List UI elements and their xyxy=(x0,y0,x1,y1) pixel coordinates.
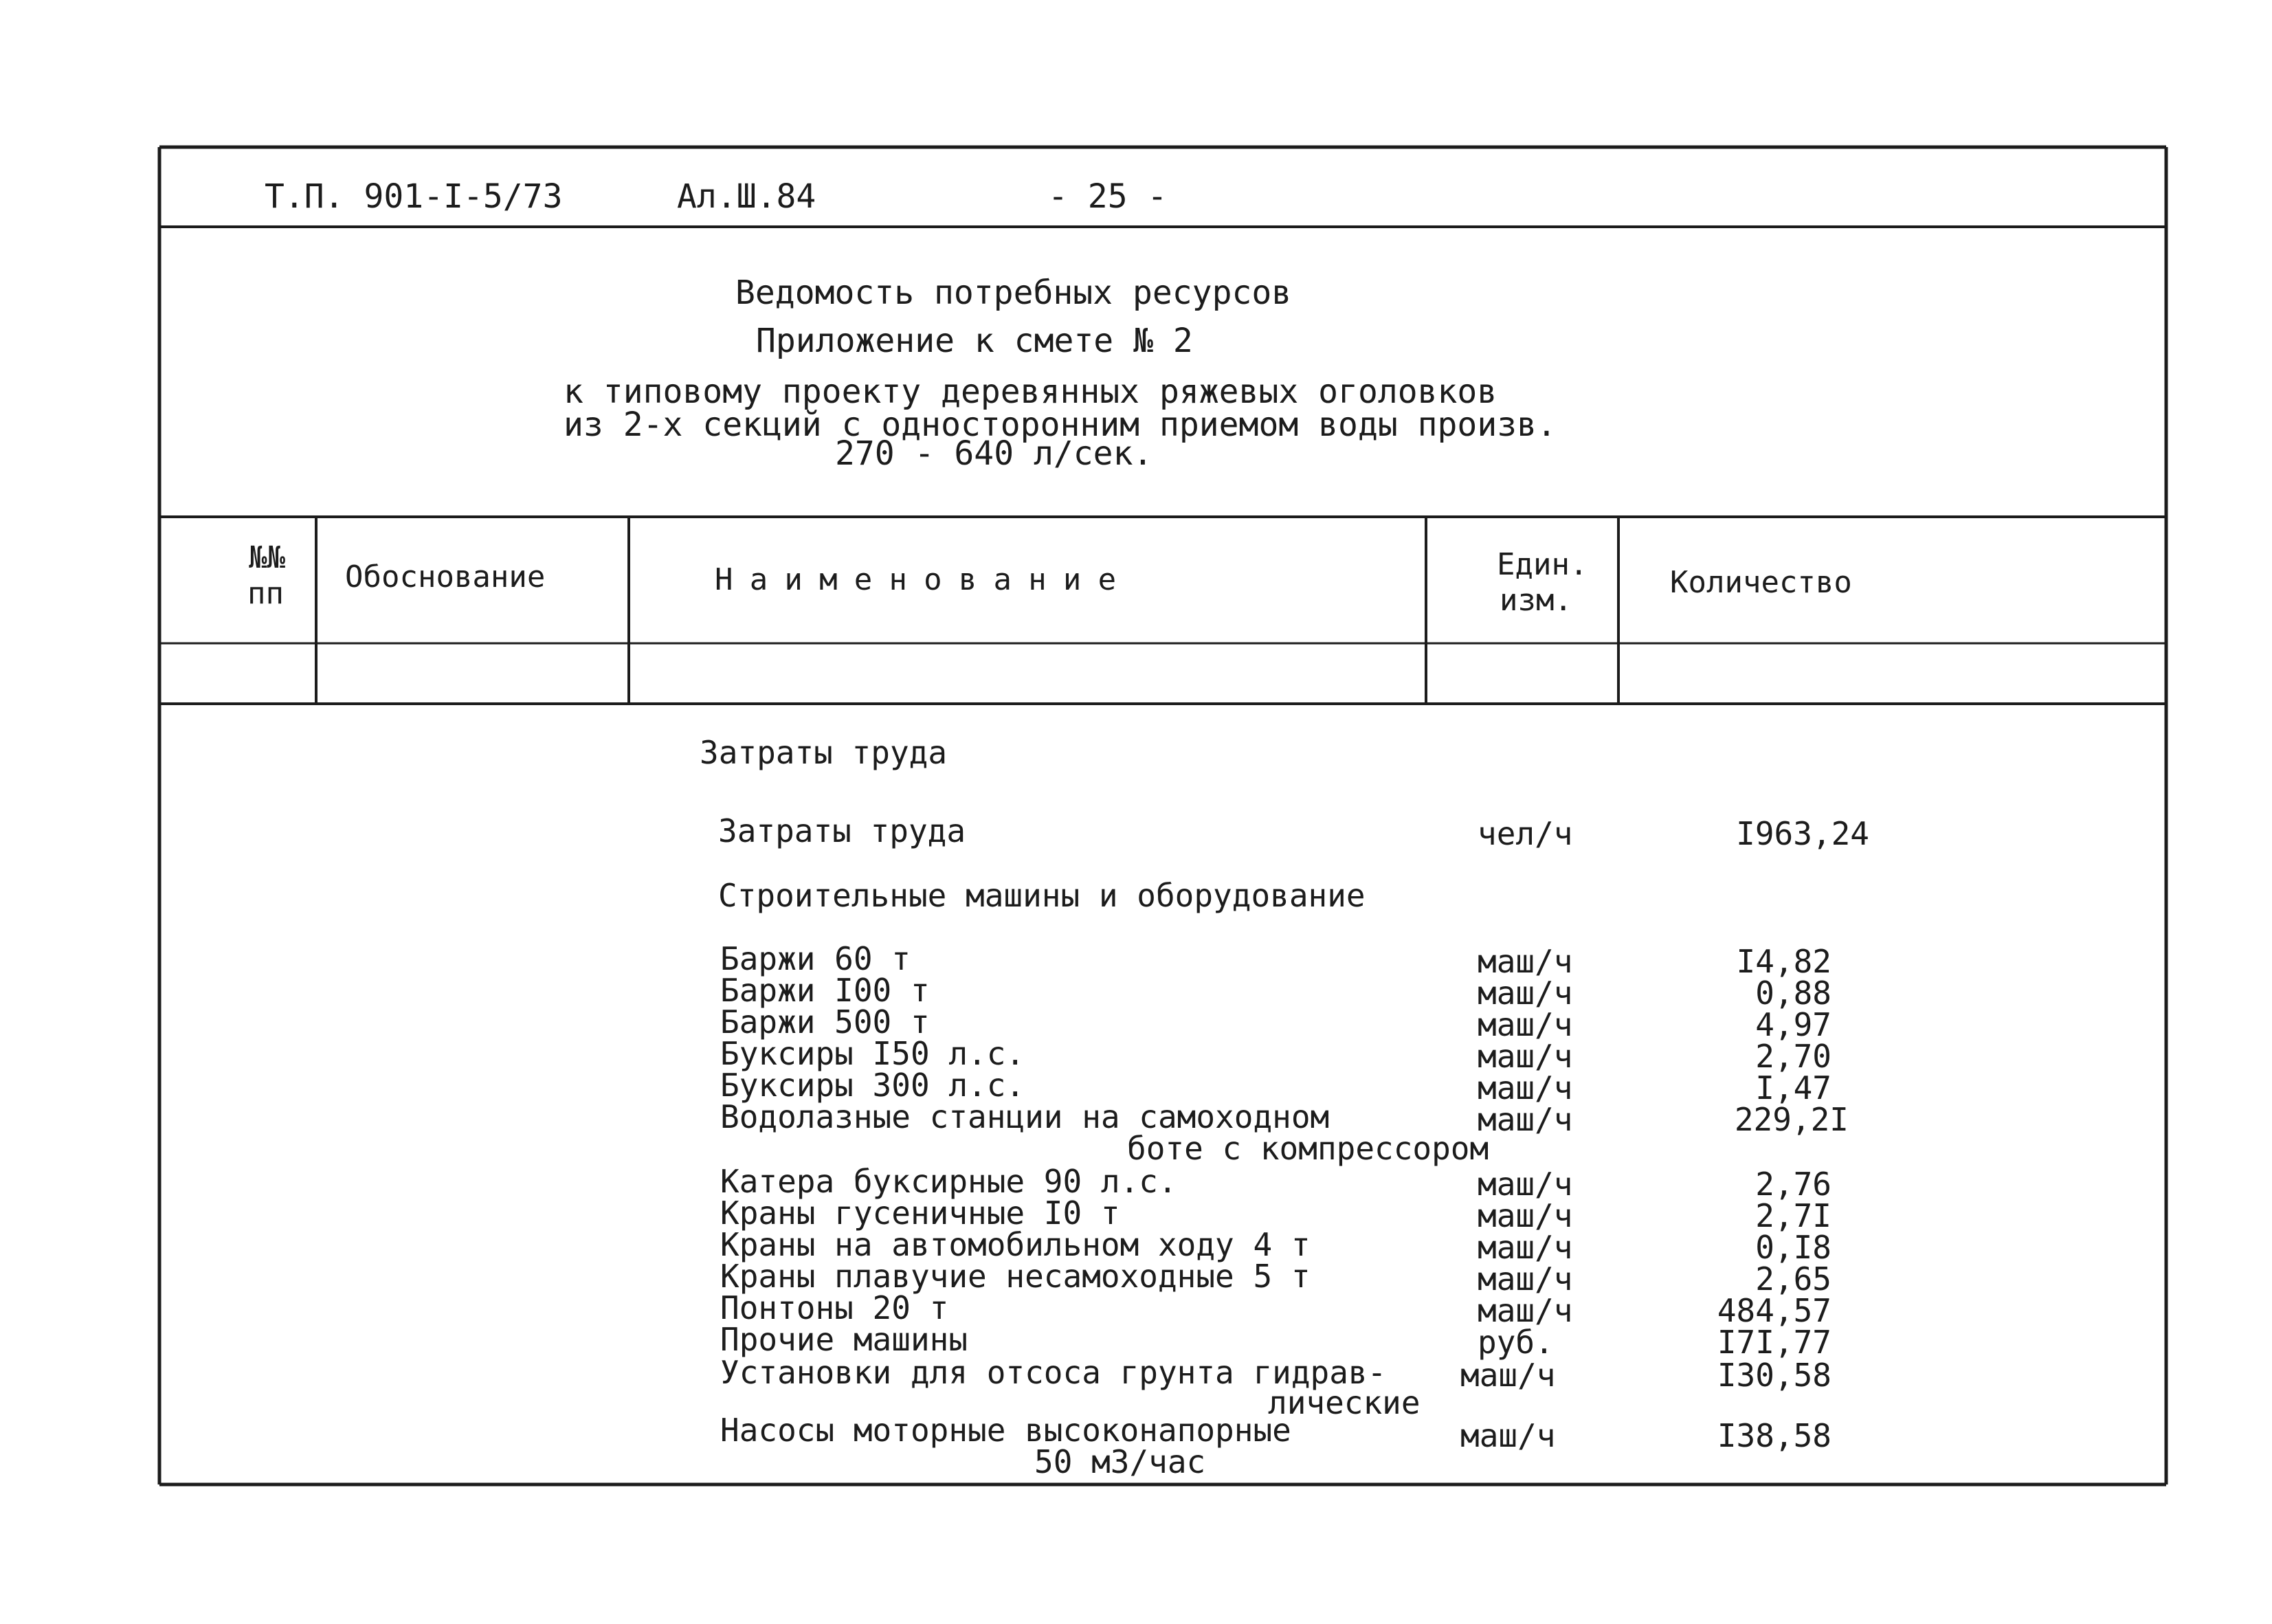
title-line-4: из 2-х секций с односторонним приемом воды произв. xyxy=(564,405,1557,444)
list-item-qty: 0,88 xyxy=(1755,975,1831,1012)
list-item-name: Катера буксирные 90 л.с. xyxy=(720,1163,1177,1200)
doc-code: Т.П. 901-I-5/73 xyxy=(265,177,563,216)
list-item-qty: 2,76 xyxy=(1755,1166,1831,1203)
list-item-name: Насосы моторные высоконапорные xyxy=(720,1412,1291,1449)
list-item-qty: I30,58 xyxy=(1717,1357,1831,1394)
col-unit-header: Един. xyxy=(1497,547,1588,582)
list-item-unit: маш/ч xyxy=(1478,1069,1573,1106)
list-item-unit: маш/ч xyxy=(1478,1197,1573,1234)
list-item-unit: маш/ч xyxy=(1478,975,1573,1012)
list-item-qty: 0,I8 xyxy=(1755,1229,1831,1266)
list-item-qty: 484,57 xyxy=(1717,1292,1831,1329)
list-item-qty: 2,65 xyxy=(1755,1260,1831,1298)
title-line-5: 270 - 640 л/сек. xyxy=(835,434,1153,473)
list-item-unit: маш/ч xyxy=(1478,1006,1573,1043)
list-item-name-cont: боте с компрессором xyxy=(1127,1130,1489,1167)
list-item-unit: маш/ч xyxy=(1478,1038,1573,1075)
labor-item-name: Затраты труда xyxy=(718,812,966,849)
section-heading-labor: Затраты труда xyxy=(700,734,948,771)
list-item-qty: 229,2I xyxy=(1734,1101,1849,1138)
col-qty-header: Количество xyxy=(1670,565,1852,600)
list-item-unit: маш/ч xyxy=(1460,1357,1556,1394)
list-item-name-cont: лические xyxy=(1268,1384,1421,1421)
col-name-header: Наименование xyxy=(715,562,1133,597)
list-item-name: Баржи I00 т xyxy=(720,972,930,1009)
list-item-qty: 4,97 xyxy=(1755,1006,1831,1043)
col-basis-header: Обоснование xyxy=(345,559,546,594)
page-number: - 25 - xyxy=(1048,177,1168,216)
list-item-name: Прочие машины xyxy=(720,1321,968,1358)
list-item-qty: I7I,77 xyxy=(1717,1324,1831,1361)
title-line-1: Ведомость потребных ресурсов xyxy=(735,274,1292,312)
labor-item-unit: чел/ч xyxy=(1478,815,1573,852)
list-item-name: Установки для отсоса грунта гидрав- xyxy=(720,1354,1387,1391)
list-item-name: Водолазные станции на самоходном xyxy=(720,1098,1330,1135)
list-item-name: Краны на автомобильном ходу 4 т xyxy=(720,1226,1311,1263)
list-item-name: Баржи 60 т xyxy=(720,940,911,977)
list-item-unit: маш/ч xyxy=(1478,1166,1573,1203)
title-line-3: к типовому проекту деревянных ряжевых оголовков xyxy=(564,372,1497,411)
list-item-unit: руб. xyxy=(1478,1324,1554,1361)
list-item-qty: I38,58 xyxy=(1717,1417,1831,1454)
list-item-name: Понтоны 20 т xyxy=(720,1289,949,1326)
list-item-qty: I4,82 xyxy=(1736,943,1831,980)
album-code: Ал.Ш.84 xyxy=(677,177,816,216)
col-num-header: №№ xyxy=(249,540,285,575)
labor-item-qty: I963,24 xyxy=(1736,815,1869,852)
title-line-2: Приложение к смете № 2 xyxy=(756,322,1193,360)
col-num-header-2: пп xyxy=(247,576,284,611)
section-heading-machines: Строительные машины и оборудование xyxy=(718,877,1366,914)
list-item-qty: 2,7I xyxy=(1755,1197,1831,1234)
list-item-unit: маш/ч xyxy=(1478,1260,1573,1298)
list-item-qty: I,47 xyxy=(1755,1069,1831,1106)
col-unit-header-2: изм. xyxy=(1500,583,1572,618)
list-item-name: Баржи 500 т xyxy=(720,1003,930,1041)
list-item-name: Краны гусеничные I0 т xyxy=(720,1194,1120,1232)
list-item-unit: маш/ч xyxy=(1478,1229,1573,1266)
list-item-unit: маш/ч xyxy=(1478,1101,1573,1138)
list-item-name: Буксиры I50 л.с. xyxy=(720,1035,1025,1072)
list-item-unit: маш/ч xyxy=(1460,1417,1556,1454)
list-item-unit: маш/ч xyxy=(1478,1292,1573,1329)
list-item-name: Буксиры 300 л.с. xyxy=(720,1067,1025,1104)
list-item-name: Краны плавучие несамоходные 5 т xyxy=(720,1258,1311,1295)
list-item-qty: 2,70 xyxy=(1755,1038,1831,1075)
list-item-unit: маш/ч xyxy=(1478,943,1573,980)
list-item-name-cont: 50 м3/час xyxy=(1034,1443,1206,1480)
